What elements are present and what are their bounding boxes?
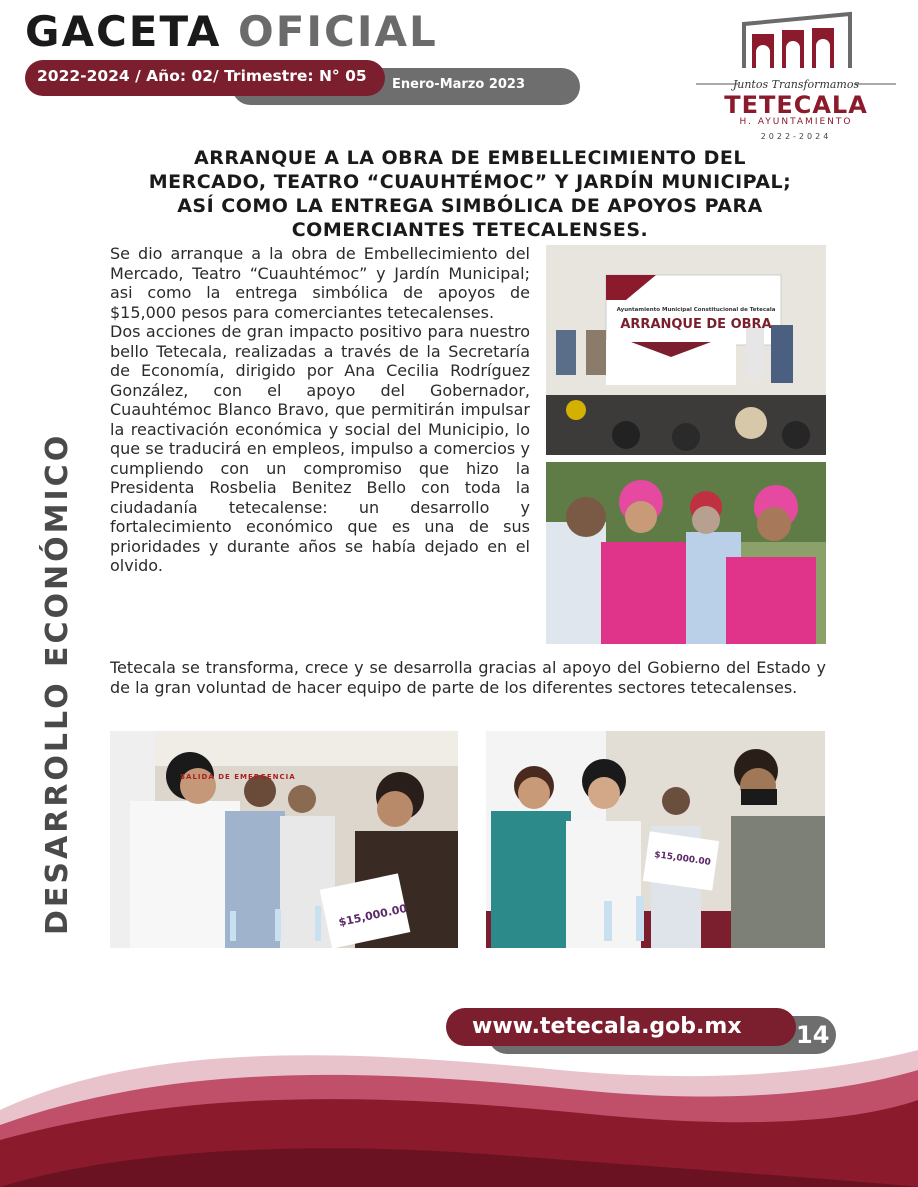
paragraph-2: Dos acciones de gran impacto positivo para nuestro bello Tetecala, realizadas a través de la Secretaría de Economía, dirigido por Ana Cecilia Rodríguez González, con el apoyo del Gobernador, Cuauhtémoc Blanco Bravo, que permitirán impulsar la reactivación económica y social del Municipio, lo que se traducirá en empleos, impulso a comercios y cumpliendo con un compromiso que hizo la Presidenta Rosbelia Benitez Bello con toda la ciudadanía tetecalense: un desarrollo y fortalecimiento económico que es una de sus prioridades y durante años se había dejado en el olvido. (110, 322, 530, 575)
page-number: 14 (796, 1021, 830, 1049)
check-amount-1: $15,000.00 (337, 901, 409, 930)
photo-officials-helmets-image (546, 462, 826, 644)
banner-title: Ayuntamiento Municipal Constitucional de Tetecala (616, 307, 776, 313)
logo-years: 2022-2024 (760, 132, 832, 141)
title-word-oficial: OFICIAL (238, 7, 438, 56)
edition-text: 2022-2024 / Año: 02/ Trimestre: N° 05 (37, 67, 367, 85)
logo-subtitle: H. AYUNTAMIENTO (739, 117, 853, 127)
paragraph-1: Se dio arranque a la obra de Embellecimiento del Mercado, Teatro “Cuauhtémoc” y Jardín Municipal; asi como la entrega simbólica de apoyos de $15,000 pesos para comerciantes tetecalenses. (110, 244, 530, 322)
section-label: DESARROLLO ECONÓMICO (40, 432, 75, 935)
tetecala-logo (690, 8, 902, 143)
banner-main: ARRANQUE DE OBRA (620, 317, 772, 332)
arches-logo-icon (690, 8, 902, 78)
emergency-exit-sign: SALIDA DE EMERGENCIA (180, 773, 296, 781)
article-headline: ARRANQUE A LA OBRA DE EMBELLECIMIENTO DEL MERCADO, TEATRO “CUAUHTÉMOC” Y JARDÍN MUNICIPAL; ASÍ COMO LA ENTREGA SIMBÓLICA DE APOYOS PARA COMERCIANTES TETECALENSES. (148, 147, 792, 241)
edition-pill (25, 60, 385, 96)
check-amount-2: $15,000.00 (653, 850, 712, 868)
logo-rule (690, 83, 902, 85)
website-pill[interactable] (446, 1008, 796, 1046)
gazette-title (25, 4, 438, 60)
photo-event-stage (546, 245, 826, 455)
paragraph-3: Tetecala se transforma, crece y se desarrolla gracias al apoyo del Gobierno del Estado y de la gran voluntad de hacer equipo de parte de los diferentes sectores tetecalenses. (110, 658, 826, 697)
photo-officials-helmets (546, 462, 826, 644)
logo-name: TETECALA (724, 91, 868, 119)
photo-group-check (486, 731, 825, 948)
logo-tagline: Juntos Transformamos (732, 78, 860, 91)
article-column (110, 244, 530, 576)
photo-handshake-check (110, 731, 458, 948)
photo-handshake-check-image (110, 731, 458, 948)
website-link[interactable]: www.tetecala.gob.mx (472, 1014, 742, 1039)
period-text: Enero-Marzo 2023 (392, 77, 526, 92)
title-word-gaceta: GACETA (25, 7, 222, 56)
photo-group-check-image (486, 731, 825, 948)
photo-event-stage-image (546, 245, 826, 455)
